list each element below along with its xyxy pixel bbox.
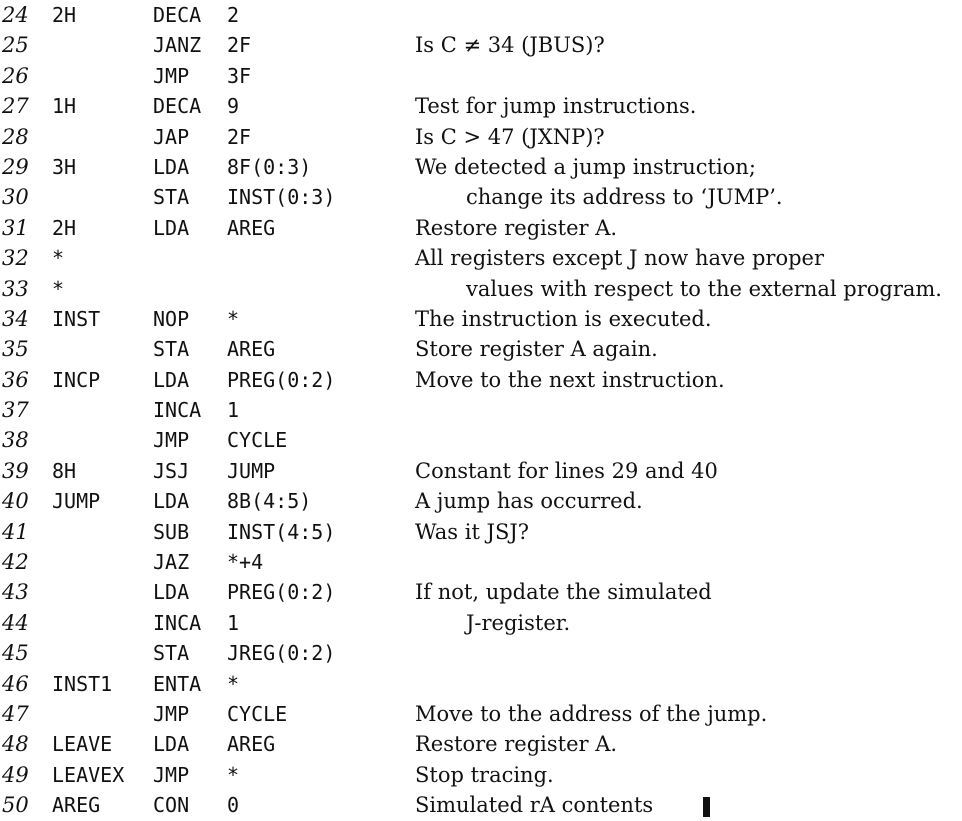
line-comment: Test for jump instructions. bbox=[415, 94, 697, 119]
line-opcode: JAP bbox=[153, 124, 190, 149]
line-comment: A jump has occurred. bbox=[415, 489, 643, 514]
line-opcode: SUB bbox=[153, 519, 190, 544]
code-line bbox=[0, 0, 962, 30]
line-opcode: NOP bbox=[153, 306, 190, 331]
line-number: 34 bbox=[2, 306, 29, 331]
line-comment: J-register. bbox=[466, 610, 571, 635]
line-label: 8H bbox=[52, 458, 77, 483]
line-number: 41 bbox=[2, 519, 29, 544]
line-opcode: STA bbox=[153, 641, 190, 666]
code-line bbox=[0, 182, 962, 212]
line-label: INST1 bbox=[52, 671, 113, 696]
code-line bbox=[0, 274, 962, 304]
line-address: * bbox=[227, 762, 240, 787]
line-address: 2F bbox=[227, 33, 252, 58]
code-line bbox=[0, 213, 962, 243]
line-comment: Restore register A. bbox=[415, 215, 618, 240]
line-opcode: CON bbox=[153, 793, 190, 818]
line-address: AREG bbox=[227, 732, 276, 757]
code-line bbox=[0, 61, 962, 91]
line-label: 3H bbox=[52, 154, 77, 179]
line-number: 46 bbox=[2, 671, 29, 696]
line-address: AREG bbox=[227, 215, 276, 240]
line-address: INST(0:3) bbox=[227, 185, 336, 210]
line-opcode: JSJ bbox=[153, 458, 190, 483]
line-address: 1 bbox=[227, 610, 240, 635]
line-number: 30 bbox=[2, 185, 29, 210]
line-number: 29 bbox=[2, 154, 29, 179]
line-comment: Restore register A. bbox=[415, 732, 618, 757]
text-cursor bbox=[703, 797, 710, 817]
line-comment: The instruction is executed. bbox=[415, 306, 712, 331]
line-opcode: DECA bbox=[153, 94, 202, 119]
line-address: 2F bbox=[227, 124, 252, 149]
line-comment: All registers except J now have proper bbox=[415, 246, 825, 271]
line-number: 49 bbox=[2, 762, 29, 787]
code-line bbox=[0, 577, 962, 607]
code-line bbox=[0, 456, 962, 486]
line-address: JUMP bbox=[227, 458, 276, 483]
line-number: 40 bbox=[2, 489, 29, 514]
line-label: AREG bbox=[52, 793, 101, 818]
line-number: 48 bbox=[2, 732, 29, 757]
line-opcode: STA bbox=[153, 185, 190, 210]
line-opcode: JMP bbox=[153, 762, 190, 787]
line-label: INST bbox=[52, 306, 101, 331]
line-address: PREG(0:2) bbox=[227, 367, 336, 392]
code-line bbox=[0, 669, 962, 699]
line-address: * bbox=[227, 671, 240, 696]
line-comment: Is C ≠ 34 (JBUS)? bbox=[415, 33, 605, 58]
code-line bbox=[0, 152, 962, 182]
line-label: 1H bbox=[52, 94, 77, 119]
line-comment: Stop tracing. bbox=[415, 762, 554, 787]
line-number: 31 bbox=[2, 215, 29, 240]
line-opcode: LDA bbox=[153, 367, 190, 392]
line-number: 35 bbox=[2, 337, 29, 362]
line-number: 36 bbox=[2, 367, 29, 392]
line-comment: If not, update the simulated bbox=[415, 580, 712, 605]
line-label: 2H bbox=[52, 3, 77, 27]
code-line bbox=[0, 760, 962, 790]
line-number: 37 bbox=[2, 398, 29, 423]
line-label: LEAVE bbox=[52, 732, 113, 757]
line-address: PREG(0:2) bbox=[227, 580, 336, 605]
line-address: AREG bbox=[227, 337, 276, 362]
code-line bbox=[0, 122, 962, 152]
line-opcode: LDA bbox=[153, 489, 190, 514]
code-line bbox=[0, 547, 962, 577]
line-comment: Constant for lines 29 and 40 bbox=[415, 458, 718, 483]
code-line bbox=[0, 486, 962, 516]
line-address: CYCLE bbox=[227, 428, 288, 453]
line-number: 50 bbox=[2, 793, 29, 818]
line-opcode: DECA bbox=[153, 3, 202, 27]
code-line bbox=[0, 790, 962, 820]
line-number: 28 bbox=[2, 124, 29, 149]
line-number: 25 bbox=[2, 33, 29, 58]
line-label: * bbox=[52, 246, 65, 271]
line-label: JUMP bbox=[52, 489, 101, 514]
code-line bbox=[0, 30, 962, 60]
line-address: 0 bbox=[227, 793, 240, 818]
line-comment: Simulated rA contents bbox=[415, 793, 654, 818]
code-line bbox=[0, 638, 962, 668]
line-address: 1 bbox=[227, 398, 240, 423]
line-number: 42 bbox=[2, 550, 29, 575]
line-number: 38 bbox=[2, 428, 29, 453]
code-line bbox=[0, 243, 962, 273]
code-line bbox=[0, 729, 962, 759]
code-line bbox=[0, 334, 962, 364]
line-opcode: JMP bbox=[153, 63, 190, 88]
line-opcode: JANZ bbox=[153, 33, 202, 58]
line-address: 8B(4:5) bbox=[227, 489, 312, 514]
line-opcode: INCA bbox=[153, 398, 202, 423]
line-opcode: LDA bbox=[153, 215, 190, 240]
line-number: 24 bbox=[2, 3, 29, 27]
line-address: INST(4:5) bbox=[227, 519, 336, 544]
code-line bbox=[0, 425, 962, 455]
line-comment: Move to the next instruction. bbox=[415, 367, 725, 392]
code-line bbox=[0, 91, 962, 121]
line-opcode: JAZ bbox=[153, 550, 190, 575]
line-comment: Was it JSJ? bbox=[415, 519, 530, 544]
line-address: * bbox=[227, 306, 240, 331]
line-comment: Store register A again. bbox=[415, 337, 658, 362]
line-opcode: JMP bbox=[153, 701, 190, 726]
line-label: * bbox=[52, 276, 65, 301]
line-number: 27 bbox=[2, 94, 29, 119]
line-address: 9 bbox=[227, 94, 240, 119]
line-number: 45 bbox=[2, 641, 29, 666]
line-opcode: LDA bbox=[153, 732, 190, 757]
line-comment: change its address to ‘JUMP’. bbox=[466, 185, 783, 210]
line-number: 44 bbox=[2, 610, 29, 635]
line-address: 2 bbox=[227, 3, 240, 27]
line-number: 32 bbox=[2, 246, 29, 271]
code-line bbox=[0, 304, 962, 334]
line-address: JREG(0:2) bbox=[227, 641, 336, 666]
line-number: 26 bbox=[2, 63, 29, 88]
code-line bbox=[0, 608, 962, 638]
line-number: 43 bbox=[2, 580, 29, 605]
code-line bbox=[0, 365, 962, 395]
line-label: 2H bbox=[52, 215, 77, 240]
line-opcode: INCA bbox=[153, 610, 202, 635]
line-address: CYCLE bbox=[227, 701, 288, 726]
line-label: LEAVEX bbox=[52, 762, 125, 787]
line-address: 3F bbox=[227, 63, 252, 88]
code-line bbox=[0, 395, 962, 425]
line-comment: values with respect to the external program. bbox=[466, 276, 942, 301]
code-line bbox=[0, 699, 962, 729]
line-address: 8F(0:3) bbox=[227, 154, 312, 179]
line-number: 39 bbox=[2, 458, 29, 483]
line-comment: Is C > 47 (JXNP)? bbox=[415, 124, 605, 149]
line-comment: We detected a jump instruction; bbox=[415, 154, 756, 179]
line-label: INCP bbox=[52, 367, 101, 392]
line-address: *+4 bbox=[227, 550, 264, 575]
line-opcode: JMP bbox=[153, 428, 190, 453]
code-line bbox=[0, 517, 962, 547]
line-opcode: LDA bbox=[153, 580, 190, 605]
line-opcode: ENTA bbox=[153, 671, 202, 696]
line-opcode: LDA bbox=[153, 154, 190, 179]
line-number: 33 bbox=[2, 276, 29, 301]
line-comment: Move to the address of the jump. bbox=[415, 701, 768, 726]
line-number: 47 bbox=[2, 701, 29, 726]
line-opcode: STA bbox=[153, 337, 190, 362]
